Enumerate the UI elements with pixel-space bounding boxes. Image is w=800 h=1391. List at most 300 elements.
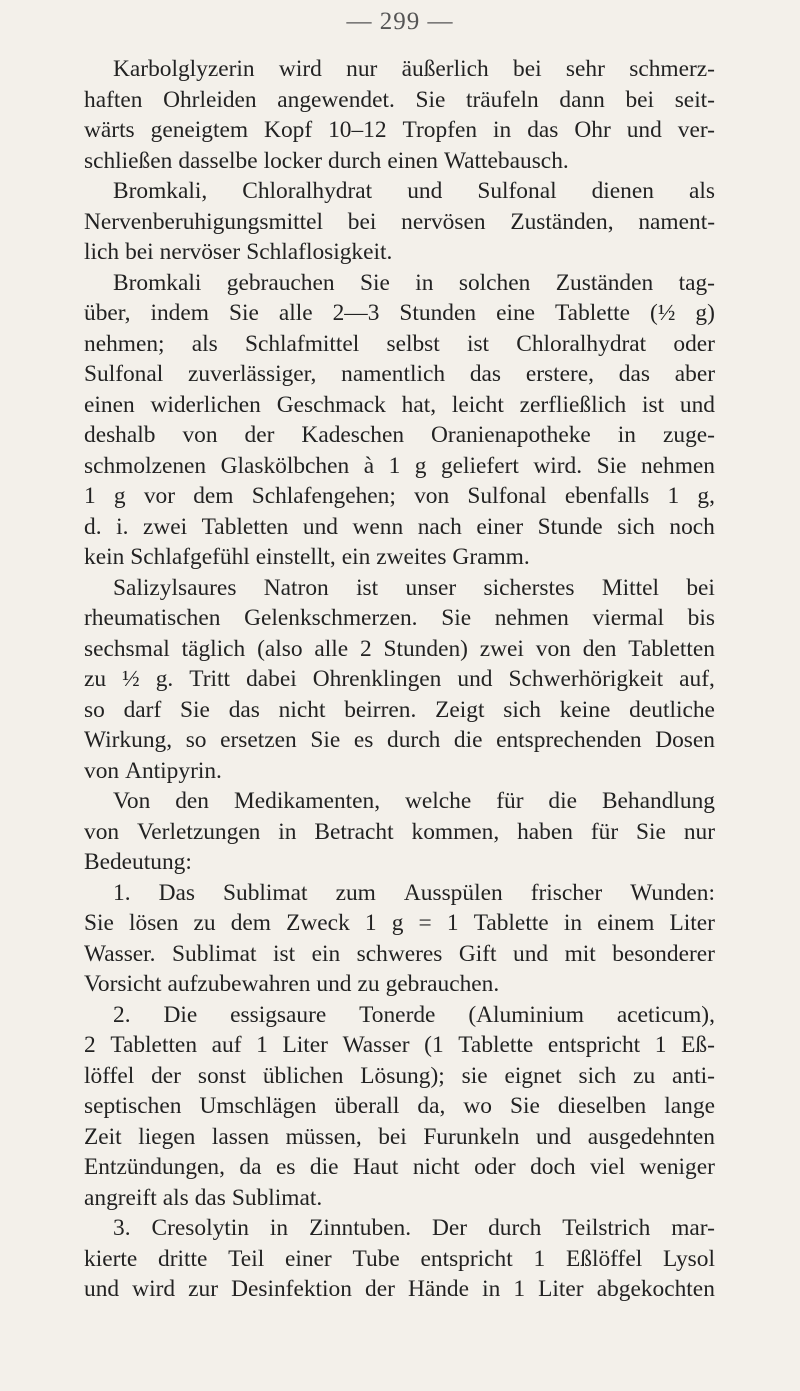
word: Bedeutung:: [84, 849, 192, 875]
word: entspricht: [420, 1245, 513, 1272]
word: lich: [84, 239, 120, 265]
word: 1: [533, 1245, 546, 1272]
word: doch: [530, 1154, 576, 1180]
word: welche: [405, 788, 472, 814]
word: Gelenkschmerzen.: [244, 605, 418, 631]
word: ein: [341, 544, 371, 570]
word: bei: [347, 208, 377, 235]
word: Sie: [441, 605, 472, 631]
word: Tropfen: [402, 117, 478, 143]
word: Verletzungen: [136, 818, 261, 845]
word: Sie: [310, 727, 341, 753]
word: frischer: [530, 879, 603, 906]
word: das: [618, 361, 650, 387]
word: die: [309, 1154, 339, 1180]
text-line: [84, 329, 715, 360]
word: nicht: [278, 696, 326, 723]
word: sehr: [565, 56, 605, 82]
word: träufeln: [466, 86, 539, 113]
word: viel: [590, 1154, 626, 1180]
word: so: [84, 696, 105, 723]
word: =: [418, 910, 432, 936]
word: 10–12: [328, 117, 387, 143]
text-line: [84, 939, 715, 970]
word: Tabletten: [201, 513, 289, 540]
word: lassen: [211, 1123, 270, 1150]
word: nach: [417, 513, 462, 540]
word: Cresolytin: [151, 1215, 249, 1241]
word: als: [191, 330, 218, 357]
word: Gift: [458, 940, 497, 967]
word: Geschmack: [276, 391, 386, 418]
word: oder: [474, 1154, 516, 1180]
text-line: [84, 420, 715, 451]
text-line: [84, 54, 715, 85]
word: Sie: [180, 696, 210, 723]
word: sie: [461, 1062, 488, 1089]
word: Desinfektion: [231, 1276, 352, 1302]
word: zur: [188, 1276, 219, 1302]
word: Tonerde: [359, 1001, 436, 1028]
word: nehmen: [640, 452, 715, 479]
word: durch: [488, 1215, 542, 1241]
word: 1: [388, 452, 401, 479]
word: Karbolglyzerin: [113, 56, 255, 82]
word: ist: [641, 391, 665, 418]
word: Nervenberuhigungsmittel: [84, 208, 324, 235]
word: ersetzen: [220, 727, 297, 753]
word: einstellt,: [255, 544, 336, 570]
word: in: [278, 818, 297, 845]
text-line: [84, 237, 715, 268]
word: nament-: [638, 208, 715, 235]
word: zu: [84, 666, 107, 692]
word: ebenfalls: [564, 483, 650, 509]
word: Von: [113, 788, 151, 814]
text-line: [84, 1213, 715, 1244]
text-line: [84, 1091, 715, 1122]
text-line: [84, 268, 715, 299]
word: aceticum),: [616, 1001, 715, 1028]
word: nur: [346, 56, 378, 82]
text-line: [84, 359, 715, 390]
word: kommen,: [411, 818, 500, 845]
word: deshalb: [84, 422, 156, 448]
word: sich: [503, 696, 541, 723]
word: tag-: [678, 269, 715, 296]
word: 1.: [113, 879, 131, 906]
word: Umschlägen: [199, 1093, 317, 1119]
word: und: [536, 1123, 572, 1150]
word: Stunde: [537, 513, 603, 540]
word: i.: [116, 513, 129, 540]
word: zu: [633, 1062, 656, 1089]
word: anti-: [672, 1062, 715, 1089]
text-line: [84, 664, 715, 695]
word: täglich: [181, 635, 246, 662]
word: sich: [578, 1062, 617, 1089]
word: Zweck: [286, 910, 350, 936]
word: Sulfonal: [477, 178, 557, 204]
text-line: [84, 1244, 715, 1275]
word: Zuständen: [555, 269, 654, 296]
word: bei: [625, 86, 655, 113]
word: üblichen: [262, 1062, 344, 1089]
word: Tablette: [555, 300, 631, 326]
word: wird.: [533, 452, 583, 479]
word: es: [353, 727, 374, 753]
word: in: [617, 422, 636, 448]
word: ver-: [677, 117, 715, 143]
word: deutliche: [629, 696, 715, 723]
word: dienen: [591, 178, 654, 204]
word: Sie: [510, 1093, 540, 1119]
word: bei: [686, 574, 715, 601]
text-line: [84, 85, 715, 116]
word: hat,: [401, 391, 437, 418]
word: Tabletten: [628, 635, 715, 662]
word: darf: [123, 696, 162, 723]
word: Liter: [669, 910, 715, 936]
word: wenn: [352, 513, 404, 540]
word: 3.: [113, 1215, 131, 1241]
word: Schlafgefühl: [130, 544, 250, 570]
word: einem: [597, 910, 655, 936]
word: nehmen: [494, 605, 569, 631]
word: Sublimat.: [231, 1184, 323, 1211]
word: Kopf: [264, 117, 313, 143]
word: beirren.: [344, 696, 417, 723]
word: und: [457, 666, 493, 692]
text-line: [84, 176, 715, 207]
word: dieselben: [557, 1093, 647, 1119]
word: dabei: [246, 666, 297, 692]
word: 1: [364, 910, 377, 936]
word: entspricht: [547, 1032, 641, 1058]
word: Sie: [415, 86, 446, 113]
text-line: [84, 695, 715, 726]
word: Medikamenten,: [233, 788, 381, 814]
word: als: [689, 178, 715, 204]
word: abgekochten: [596, 1276, 715, 1302]
word: da: [239, 1154, 262, 1180]
word: in: [493, 117, 512, 143]
word: lösen: [129, 910, 179, 936]
word: vor: [143, 483, 175, 509]
word: ausgedehnten: [587, 1123, 715, 1150]
word: 1: [667, 483, 680, 509]
word: nervöser: [159, 239, 241, 265]
word: von: [414, 483, 450, 509]
word: überall: [334, 1093, 400, 1119]
word: Vorsicht: [84, 971, 162, 997]
word: äußerlich: [401, 56, 489, 82]
word: dasselbe: [178, 147, 258, 174]
word: 2—3: [332, 300, 380, 326]
word: 2: [84, 1032, 96, 1058]
word: sechsmal: [84, 635, 170, 662]
word: Furunkeln: [423, 1123, 520, 1150]
word: nervösen: [401, 208, 486, 235]
word: das: [527, 117, 559, 143]
word: Lysol: [662, 1245, 715, 1272]
word: Wasser: [342, 1032, 410, 1058]
word: die: [453, 727, 483, 753]
word: zu: [357, 971, 380, 997]
word: Bromkali,: [113, 178, 208, 204]
word: sonst: [197, 1062, 246, 1089]
word: Ohrenklingen: [312, 666, 442, 692]
word: widerlichen: [150, 391, 261, 418]
word: 2: [359, 635, 372, 662]
text-line: [84, 1122, 715, 1153]
word: wärts: [84, 117, 135, 143]
word: einen: [387, 147, 438, 174]
word: schmerz-: [629, 56, 715, 82]
word: den: [175, 788, 209, 814]
word: (½: [650, 300, 676, 326]
word: mit: [564, 940, 596, 967]
word: d.: [84, 513, 102, 540]
word: 1: [84, 483, 96, 509]
word: und: [626, 117, 662, 143]
word: haben: [517, 818, 573, 845]
word: zwei: [142, 513, 188, 540]
word: Ausspülen: [403, 879, 503, 906]
word: kierte: [84, 1245, 138, 1272]
word: ist: [272, 940, 296, 967]
word: zuge-: [663, 422, 715, 448]
word: viermal: [592, 605, 664, 631]
word: Schlafengehen;: [251, 483, 396, 509]
word: Ohr: [574, 117, 611, 143]
word: müssen,: [285, 1123, 362, 1150]
word: Wattebausch.: [443, 147, 569, 174]
word: in: [482, 1276, 501, 1302]
word: Wasser.: [84, 940, 156, 967]
word: eine: [496, 300, 536, 326]
text-line: [84, 1274, 715, 1305]
word: mar-: [671, 1215, 715, 1241]
word: ist: [466, 330, 490, 357]
word: und: [407, 178, 443, 204]
word: wird: [132, 1276, 176, 1302]
word: durch: [387, 727, 441, 753]
word: und: [84, 1276, 120, 1302]
word: gebrauchen: [226, 269, 335, 296]
word: erstere,: [525, 361, 594, 387]
word: einer: [476, 513, 524, 540]
word: und: [679, 391, 715, 418]
word: dritte: [158, 1245, 208, 1272]
text-line: [84, 817, 715, 848]
word: Die: [163, 1001, 198, 1028]
word: ein: [311, 940, 341, 967]
word: 1: [513, 1276, 526, 1302]
word: Wirkung,: [84, 727, 173, 753]
word: sicherstes: [483, 574, 575, 601]
word: Sie: [636, 818, 666, 845]
word: entsprechenden: [496, 727, 642, 753]
word: es: [275, 1154, 296, 1180]
word: Zuständen,: [510, 208, 614, 235]
word: das: [228, 696, 260, 723]
word: angewendet.: [277, 86, 395, 113]
word: lange: [664, 1093, 715, 1119]
word: unser: [405, 574, 457, 601]
word: den: [582, 635, 617, 662]
word: von: [182, 422, 218, 448]
word: Das: [158, 879, 195, 906]
word: wird: [278, 56, 322, 82]
word: g,: [697, 483, 715, 509]
word: eignet: [504, 1062, 562, 1089]
word: zum: [335, 879, 376, 906]
text-line: [84, 207, 715, 238]
word: angreift: [84, 1184, 157, 1211]
word: 1: [654, 1032, 667, 1058]
word: von: [84, 757, 120, 784]
word: rheumatischen: [84, 605, 221, 631]
word: von: [535, 635, 571, 662]
word: Natron: [263, 574, 329, 601]
text-line: [84, 1000, 715, 1031]
word: bei: [125, 239, 154, 265]
word: Haut: [352, 1154, 399, 1180]
text-line: [84, 908, 715, 939]
word: zuverlässiger,: [188, 361, 317, 387]
word: Sie: [596, 452, 627, 479]
word: Kadeschen: [301, 422, 405, 448]
word: g: [414, 452, 427, 479]
text-line: [84, 725, 715, 756]
word: das: [194, 1184, 226, 1211]
word: bis: [687, 605, 715, 631]
word: Zeit: [84, 1123, 122, 1150]
word: Sie: [359, 269, 390, 296]
word: und: [302, 513, 338, 540]
word: selbst: [386, 330, 440, 357]
word: Sublimat: [223, 879, 308, 906]
word: liegen: [138, 1123, 196, 1150]
text-line: [84, 878, 715, 909]
word: über,: [84, 300, 131, 326]
word: 1: [446, 910, 459, 936]
word: Schlafmittel: [244, 330, 360, 357]
word: keine: [559, 696, 611, 723]
word: g: [113, 483, 126, 509]
word: Mittel: [601, 574, 659, 601]
word: auf: [211, 1032, 242, 1058]
word: der: [244, 422, 275, 448]
text-line: [84, 847, 715, 878]
word: (1: [424, 1032, 444, 1058]
word: Bromkali: [113, 269, 202, 296]
word: Ohrleiden: [163, 86, 257, 113]
text-line: [84, 969, 715, 1000]
word: einen: [84, 391, 135, 418]
word: alle: [314, 635, 349, 662]
word: die: [548, 788, 577, 814]
word: Lösung);: [360, 1062, 445, 1089]
word: Schlaflosigkeit.: [246, 239, 393, 265]
word: Sulfonal: [84, 361, 164, 387]
word: weniger: [639, 1154, 715, 1180]
word: geliefert: [440, 452, 519, 479]
text-line: [84, 634, 715, 665]
text-line: [84, 1030, 715, 1061]
word: für: [496, 788, 524, 814]
text-line: [84, 481, 715, 512]
word: Oranienapotheke: [431, 422, 591, 448]
word: zwei: [479, 635, 524, 662]
word: Gramm.: [452, 544, 530, 570]
word: auf,: [679, 666, 715, 692]
word: locker: [263, 147, 323, 174]
word: Sublimat: [172, 940, 257, 967]
word: schweres: [356, 940, 443, 967]
word: (Aluminium: [468, 1001, 584, 1028]
word: bei: [513, 56, 542, 82]
word: von: [84, 818, 120, 845]
text-line: [84, 1183, 715, 1214]
word: Hände: [407, 1276, 469, 1302]
word: Sulfonal: [467, 483, 547, 509]
word: 1: [256, 1032, 268, 1058]
word: der: [365, 1276, 395, 1302]
word: g: [391, 910, 404, 936]
word: zu: [193, 910, 216, 936]
word: einer: [284, 1245, 332, 1272]
word: g.: [155, 666, 174, 692]
word: Eßlöffel: [565, 1245, 643, 1272]
word: solchen: [458, 269, 531, 296]
word: und: [316, 971, 352, 997]
text-line: [84, 298, 715, 329]
word: Chloralhydrat: [242, 178, 373, 204]
word: Chloralhydrat: [516, 330, 647, 357]
word: Eß-: [681, 1032, 715, 1058]
text-line: [84, 146, 715, 177]
word: (also: [257, 635, 303, 662]
word: wo: [463, 1093, 492, 1119]
word: dem: [230, 910, 271, 936]
word: Stunden: [399, 300, 477, 326]
word: ist: [356, 574, 379, 601]
word: Sie: [228, 300, 259, 326]
word: alle: [278, 300, 313, 326]
word: Der: [432, 1215, 468, 1241]
word: in: [563, 910, 583, 936]
word: gebrauchen.: [385, 971, 500, 997]
word: nur: [683, 818, 715, 845]
word: Liter: [538, 1276, 584, 1302]
word: Antipyrin.: [125, 757, 222, 784]
word: haften: [84, 86, 143, 113]
word: Glaskölbchen: [220, 452, 350, 479]
word: septischen: [84, 1093, 182, 1119]
word: so: [185, 727, 207, 753]
word: oder: [673, 330, 715, 357]
word: Tube: [352, 1245, 400, 1272]
word: Behandlung: [601, 788, 715, 814]
word: 2.: [113, 1001, 131, 1028]
word: Dosen: [655, 727, 715, 753]
word: löffel: [84, 1062, 135, 1089]
word: Salizylsaures: [113, 574, 237, 601]
word: Zeigt: [435, 696, 485, 723]
word: der: [151, 1062, 181, 1089]
